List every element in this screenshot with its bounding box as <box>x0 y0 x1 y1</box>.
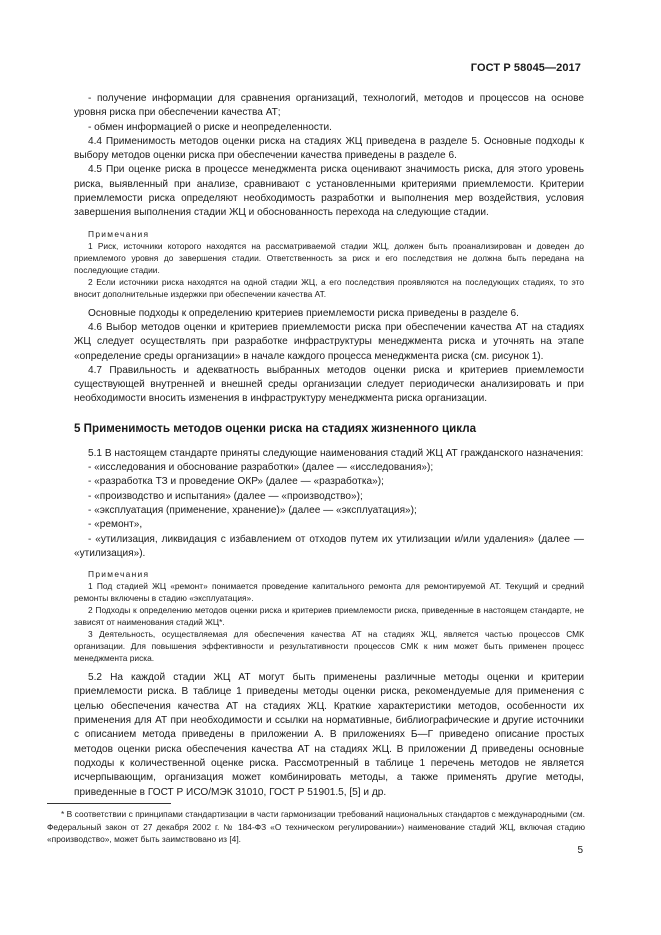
stage-item: - «производство и испытания» (далее — «производство»); <box>88 490 363 502</box>
document-code-header: ГОСТ Р 58045—2017 <box>470 62 581 74</box>
note-item: 1 Риск, источники которого находятся на рассматриваемой стадии ЖЦ, должен быть проанализирован и доведен до приемлемого уровня до завершения стадии. Ответственность за риск и его последствия не должна быть передана на последующие стадии. <box>74 240 584 275</box>
list-item: - получение информации для сравнения организаций, технологий, методов и процессов на основе уровня риска при обеспечении качества АТ; <box>74 93 584 119</box>
footnote: * В соответствии с принципами стандартизации в части гармонизации требований национальных стандартов с международными (см. Федеральный закон от 27 декабря 2002 г. № 184-ФЗ «О техническом регулировании») наименование стадий ЖЦ, включая стадию «производство», может быть заимствовано из [4]. <box>47 809 585 844</box>
list-item: - обмен информацией о риске и неопределенности. <box>88 121 332 133</box>
stage-item: - «ремонт», <box>88 519 143 531</box>
footnote-divider <box>47 803 171 804</box>
page-body <box>74 92 584 800</box>
note-item: 2 Подходы к определению методов оценки риска и критериев приемлемости риска, приведенные в настоящем стандарте, не зависят от наименования стадий ЖЦ*. <box>74 605 584 628</box>
clause-5-2: 5.2 На каждой стадии ЖЦ АТ могут быть применены различные методы оценки и критерии приемлемости риска. В таблице 1 приведены методы оценки риска, рекомендуемые для применения с целью обеспечения качества АТ на стадиях ЖЦ. Краткие характеристики методов, особенности их применения для АТ при необходимости и ссылки на нормативные, библиографические и другие источники с описанием метода приведены в приложении А. В приложениях Б—Г приведено описание простых методов оценки риска обеспечения качества АТ на стадиях ЖЦ. В приложении Д приведены основные подходы к количественной оценке риска. Рассмотренный в таблице 1 перечень методов не является исчерпывающим, организация может комбинировать методы, а также применять другие методы, приведенные в ГОСТ Р ИСО/МЭК 31010, ГОСТ Р 51901.5, [5] и др. <box>74 672 584 798</box>
note-item: 3 Деятельность, осуществляемая для обеспечения качества АТ на стадиях ЖЦ, является частью процессов СМК организации. Для повышения эффективности и результативности процессов СМК к ним может быть применен процесс менеджмента риска. <box>74 629 584 664</box>
notes-title: Примечания <box>88 228 150 239</box>
clause-5-1: 5.1 В настоящем стандарте приняты следующие наименования стадий ЖЦ АТ гражданского назначения: <box>88 447 584 459</box>
stage-item: - «исследования и обоснование разработки» (далее — «исследования»); <box>88 462 434 474</box>
stage-item: - «утилизация, ликвидация с избавлением от отходов путем их утилизации и/или удаления» (далее — «утилизация»). <box>74 533 584 559</box>
note-item: 1 Под стадией ЖЦ «ремонт» понимается проведение капитального ремонта для ремонтируемой АТ. Текущий и средний ремонты включены в стадию «эксплуатация». <box>74 581 584 604</box>
clause-4-4: 4.4 Применимость методов оценки риска на стадиях ЖЦ приведена в разделе 5. Основные подходы к выбору методов оценки риска при обеспечении качества приведены в разделе 6. <box>74 135 584 162</box>
stage-item: - «разработка ТЗ и проведение ОКР» (далее — «разработка»); <box>88 476 384 488</box>
clause-4-7: 4.7 Правильность и адекватность выбранных методов оценки риска и критериев приемлемости существующей внутренней и внешней среды организации следует периодически анализировать и при необходимости вносить изменения в инфраструктуру менеджмента риска организации. <box>74 364 584 405</box>
page-number: 5 <box>577 845 583 856</box>
section-heading: 5 Применимость методов оценки риска на стадиях жизненного цикла <box>74 421 477 435</box>
paragraph: Основные подходы к определению критериев приемлемости риска приведены в разделе 6. <box>88 307 519 319</box>
clause-4-6: 4.6 Выбор методов оценки и критериев приемлемости риска при обеспечении качества АТ на стадиях ЖЦ следует осуществлять при разработке инфраструктуры менеджмента риска и уточнять на этапе «определение среды организации» в начале каждого процесса менеджмента риска (см. рисунок 1). <box>74 321 584 362</box>
notes-title: Примечания <box>88 569 150 580</box>
note-item: 2 Если источники риска находятся на одной стадии ЖЦ, а его последствия проявляются на последующих стадиях, то это вносит дополнительные издержки при обеспечении качества АТ. <box>74 276 584 299</box>
stage-item: - «эксплуатация (применение, хранение)» (далее — «эксплуатация»); <box>88 504 417 516</box>
clause-4-5: 4.5 При оценке риска в процессе менеджмента риска оценивают значимость риска, для этого уровень риска, выявленный при анализе, сравнивают с установленными критериями приемлемости. Критерии приемлемости риска определяют необходимость разработки и выполнения мер воздействия, условия завершения выполнения стадии ЖЦ и обоснованность перехода на следующие стадии. <box>74 164 584 219</box>
